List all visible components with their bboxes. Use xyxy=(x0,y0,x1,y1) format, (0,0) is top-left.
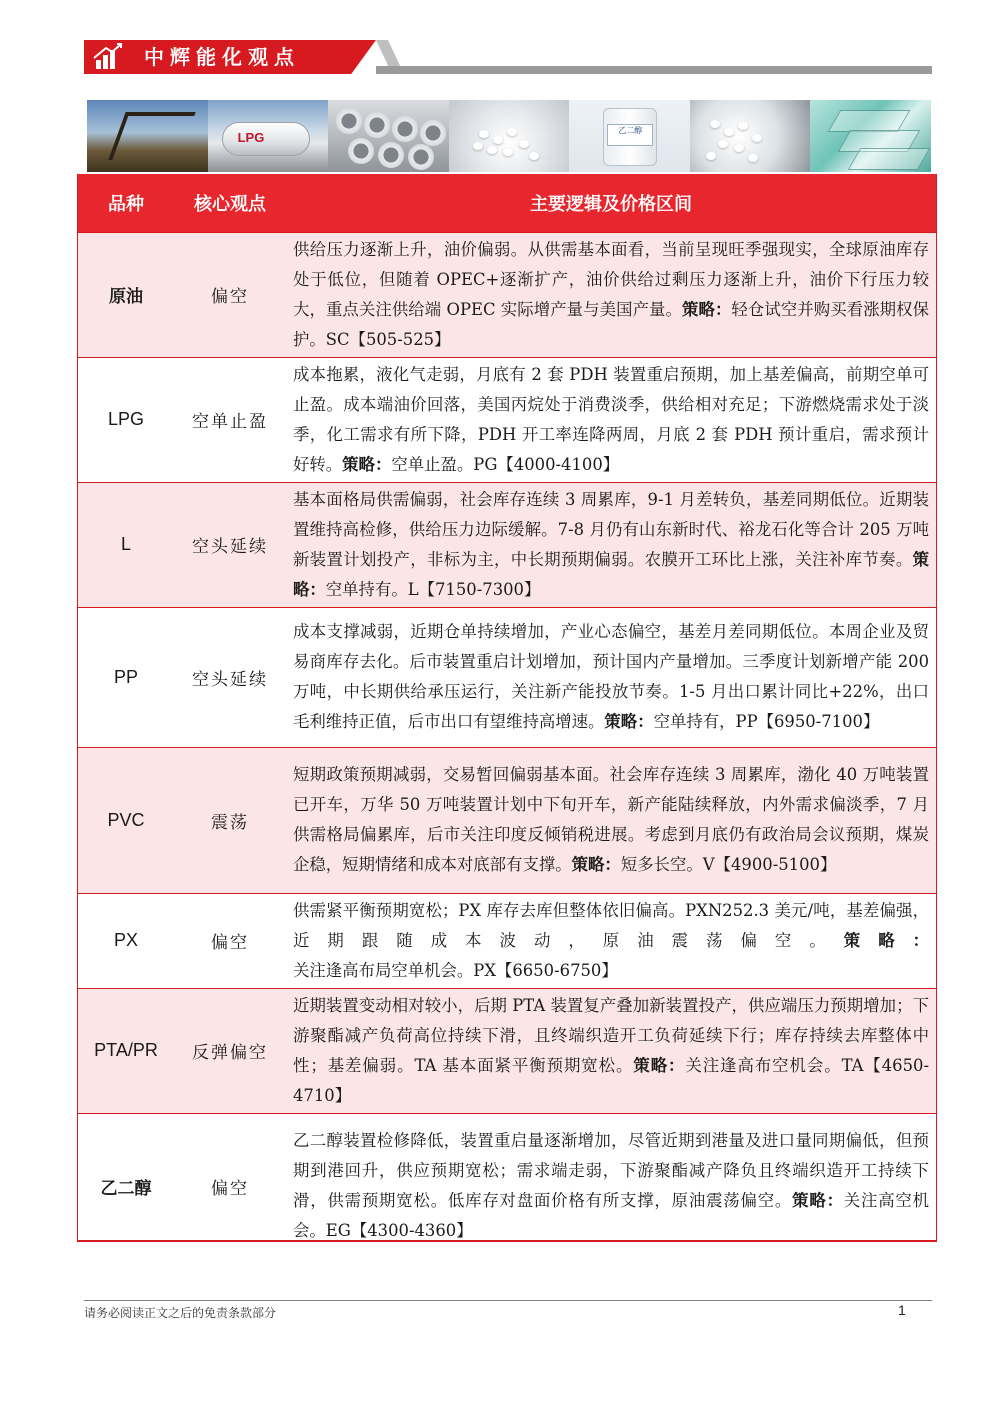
pellet-shape xyxy=(487,146,497,154)
strategy-text: 空单止盈。PG【4000-4100】 xyxy=(391,454,620,474)
table-row-lpg xyxy=(77,357,937,482)
pellet-shape xyxy=(519,140,529,148)
header-logic: 主要逻辑及价格区间 xyxy=(285,174,937,232)
table-row-pp xyxy=(77,607,937,747)
strategy-text: 空单持有，PP【6950-7100】 xyxy=(653,712,880,731)
oil-pump-photo xyxy=(87,100,208,172)
strategy-label: 策略： xyxy=(843,930,930,950)
core-view: 震荡 xyxy=(175,747,285,893)
glass-sheets-photo xyxy=(810,100,931,172)
pellet-shape xyxy=(473,142,483,150)
strategy-text: 短多长空。V【4900-5100】 xyxy=(620,855,837,874)
pellet-shape xyxy=(710,120,720,128)
variety-name: PVC xyxy=(107,809,145,830)
oil-rig-shape xyxy=(108,112,195,160)
pellet-shape xyxy=(718,140,728,148)
pipe-end-shape xyxy=(336,108,362,134)
strategy-text: 空单持有。L【7150-7300】 xyxy=(325,579,541,599)
plastic-pellets-photo xyxy=(449,100,570,172)
glass-sheet-shape xyxy=(828,110,911,132)
pipe-end-shape xyxy=(408,144,434,170)
pipe-end-shape xyxy=(392,116,418,142)
table-row-pta xyxy=(77,988,937,1113)
table-row-px xyxy=(77,893,937,988)
company-logo xyxy=(84,40,128,74)
product-image-strip xyxy=(87,100,931,172)
core-view: 空头延续 xyxy=(175,607,285,747)
strategy-text: 关注逢高布空机会。TA【4650-4710】 xyxy=(293,1055,930,1105)
table-row-eg xyxy=(77,1113,937,1259)
strategy-text: 轻仓试空并购买看涨期权保护。SC【505-525】 xyxy=(293,299,930,349)
strategy-text: 关注高空机会。EG【4300-4360】 xyxy=(293,1191,930,1241)
logic-text: 近期装置变动相对较小，后期 PTA 装置复产叠加新装置投产，供应端压力预期增加；下游聚酯减产负荷高位持续下滑，且终端织造开工负荷延续下行；库存持续去库整体中性；基差偏弱。TA 基本面紧平衡预期宽松。策略：关注逢高布空机会。TA【4650-4710】 xyxy=(285,988,937,1113)
lpg-tank-shape xyxy=(222,122,310,156)
pellet-shape xyxy=(529,152,539,160)
pellet-shape xyxy=(479,130,489,138)
strategy-label: 策略： xyxy=(293,549,929,599)
logic-text: 供给压力逐渐上升，油价偏弱。从供需基本面看，当前呈现旺季强现实，全球原油库存处于低位，但随着 OPEC+逐渐扩产，油价供给过剩压力逐渐上升，油价下行压力较大，重点关注供给端 OPEC 实际增产量与美国产量。策略：轻仓试空并购买看涨期权保护。SC【505-525】 xyxy=(285,232,937,357)
variety-name: PTA/PR xyxy=(94,1040,158,1060)
pellet-shape xyxy=(493,136,503,144)
pellet-shape xyxy=(752,134,762,142)
variety-name: 原油 xyxy=(109,287,143,307)
variety-name: PX xyxy=(113,930,138,950)
pipe-end-shape xyxy=(348,138,374,164)
lpg-tank-photo xyxy=(208,100,329,172)
views-table xyxy=(77,174,937,1259)
bottle-label: 乙二醇 xyxy=(607,124,653,146)
table-header-row xyxy=(77,174,937,232)
strategy-label: 策略： xyxy=(792,1191,844,1211)
strategy-text: 关注逢高布局空单机会。PX【6650-6750】 xyxy=(293,960,618,980)
footer-disclaimer: 请务必阅读正文之后的免责条款部分 xyxy=(84,1306,277,1320)
core-view: 空单止盈 xyxy=(175,357,285,482)
pellet-shape xyxy=(724,128,734,136)
table-row-crude-oil xyxy=(77,232,937,357)
pipe-end-shape xyxy=(378,142,404,168)
lpg-tank-label: LPG xyxy=(237,130,265,145)
logic-text: 成本支撑减弱，近期仓单持续增加，产业心态偏空，基差月差同期低位。本周企业及贸易商库存去化。后市装置重启计划增加，预计国内产量增加。三季度计划新增产能 200 万吨，中长期供给承压运行，关注新产能投放节奏。1-5 月出口累计同比+22%，出口毛利维持正值，后市出口有望维持高增速。策略：空单持有，PP【6950-7100】 xyxy=(285,607,937,747)
strategy-label: 策略： xyxy=(682,299,732,319)
logic-text: 基本面格局供需偏弱，社会库存连续 3 周累库，9-1 月差转负，基差同期低位。近期装置维持高检修，供给压力边际缓解。7-8 月仍有山东新时代、裕龙石化等合计 205 万吨新装置计划投产，非标为主，中长期预期偏弱。农膜开工环比上涨，关注补库节奏。策略：空单持有。L【7150-7300】 xyxy=(285,482,937,607)
logic-text: 成本拖累，液化气走弱，月底有 2 套 PDH 装置重启预期，加上基差偏高，前期空单可止盈。成本端油价回落，美国丙烷处于消费淡季，供给相对充足；下游燃烧需求处于淡季，化工需求有所下降，PDH 开工率连降两周，月底 2 套 PDH 预计重启，需求预计好转。策略：空单止盈。PG【4000-4100】 xyxy=(285,357,937,482)
pellet-shape xyxy=(738,122,748,130)
header-title: 中辉能化观点 xyxy=(144,45,300,69)
header-rule xyxy=(376,66,932,74)
logic-text: 短期政策预期减弱，交易暂回偏弱基本面。社会库存连续 3 周累库，渤化 40 万吨装置已开车，万华 50 万吨装置计划中下旬开车，新产能陆续释放，内外需求偏淡季，7 月供需格局偏累库，后市关注印度反倾销税进展。考虑到月底仍有政治局会议预期，煤炭企稳，短期情绪和成本对底部有支撑。策略：短多长空。V【4900-5100】 xyxy=(285,747,937,893)
table-row-pvc xyxy=(77,747,937,893)
pellet-shape xyxy=(503,148,513,156)
variety-name: PP xyxy=(113,666,138,687)
core-view: 反弹偏空 xyxy=(175,988,285,1113)
core-view: 偏空 xyxy=(175,1113,285,1259)
core-view: 偏空 xyxy=(175,232,285,357)
bar-chart-logo-icon xyxy=(84,40,128,74)
logic-text: 供需紧平衡预期宽松；PX 库存去库但整体依旧偏高。PXN252.3 美元/吨，基差偏强，近期跟随成本波动，原油震荡偏空。策略：关注逢高布局空单机会。PX【6650-6750】 xyxy=(285,893,937,988)
table-row-l xyxy=(77,482,937,607)
pipe-end-shape xyxy=(420,120,446,146)
pellets-photo xyxy=(690,100,811,172)
pellet-shape xyxy=(734,144,744,152)
page-number: 1 xyxy=(898,1302,906,1318)
glass-sheet-shape xyxy=(848,148,931,170)
logic-text: 乙二醇装置检修降低，装置重启量逐渐增加，尽管近期到港量及进口量同期偏低，但预期到港回升，供应预期宽松；需求端走弱，下游聚酯减产降负且终端织造开工持续下滑，供需预期宽松。低库存对盘面价格有所支撑，原油震荡偏空。策略：关注高空机会。EG【4300-4360】 xyxy=(285,1113,937,1259)
strategy-label: 策略： xyxy=(604,712,654,731)
pellet-shape xyxy=(706,152,716,160)
ethylene-glycol-bottle-photo xyxy=(569,100,690,172)
pellet-shape xyxy=(748,154,758,162)
strategy-label: 策略： xyxy=(571,855,621,874)
variety-name: 乙二醇 xyxy=(100,1178,152,1199)
strategy-label: 策略： xyxy=(633,1055,686,1075)
pipes-photo xyxy=(328,100,449,172)
core-view: 偏空 xyxy=(175,893,285,988)
variety-name: L xyxy=(120,534,131,554)
core-view: 空头延续 xyxy=(175,482,285,607)
pellet-shape xyxy=(507,128,517,136)
pipe-end-shape xyxy=(364,112,390,138)
footer-rule xyxy=(84,1300,932,1301)
report-header xyxy=(84,40,932,74)
strategy-label: 策略： xyxy=(342,454,392,474)
variety-name: LPG xyxy=(107,409,145,429)
header-variety: 品种 xyxy=(77,174,175,232)
header-view: 核心观点 xyxy=(175,174,285,232)
